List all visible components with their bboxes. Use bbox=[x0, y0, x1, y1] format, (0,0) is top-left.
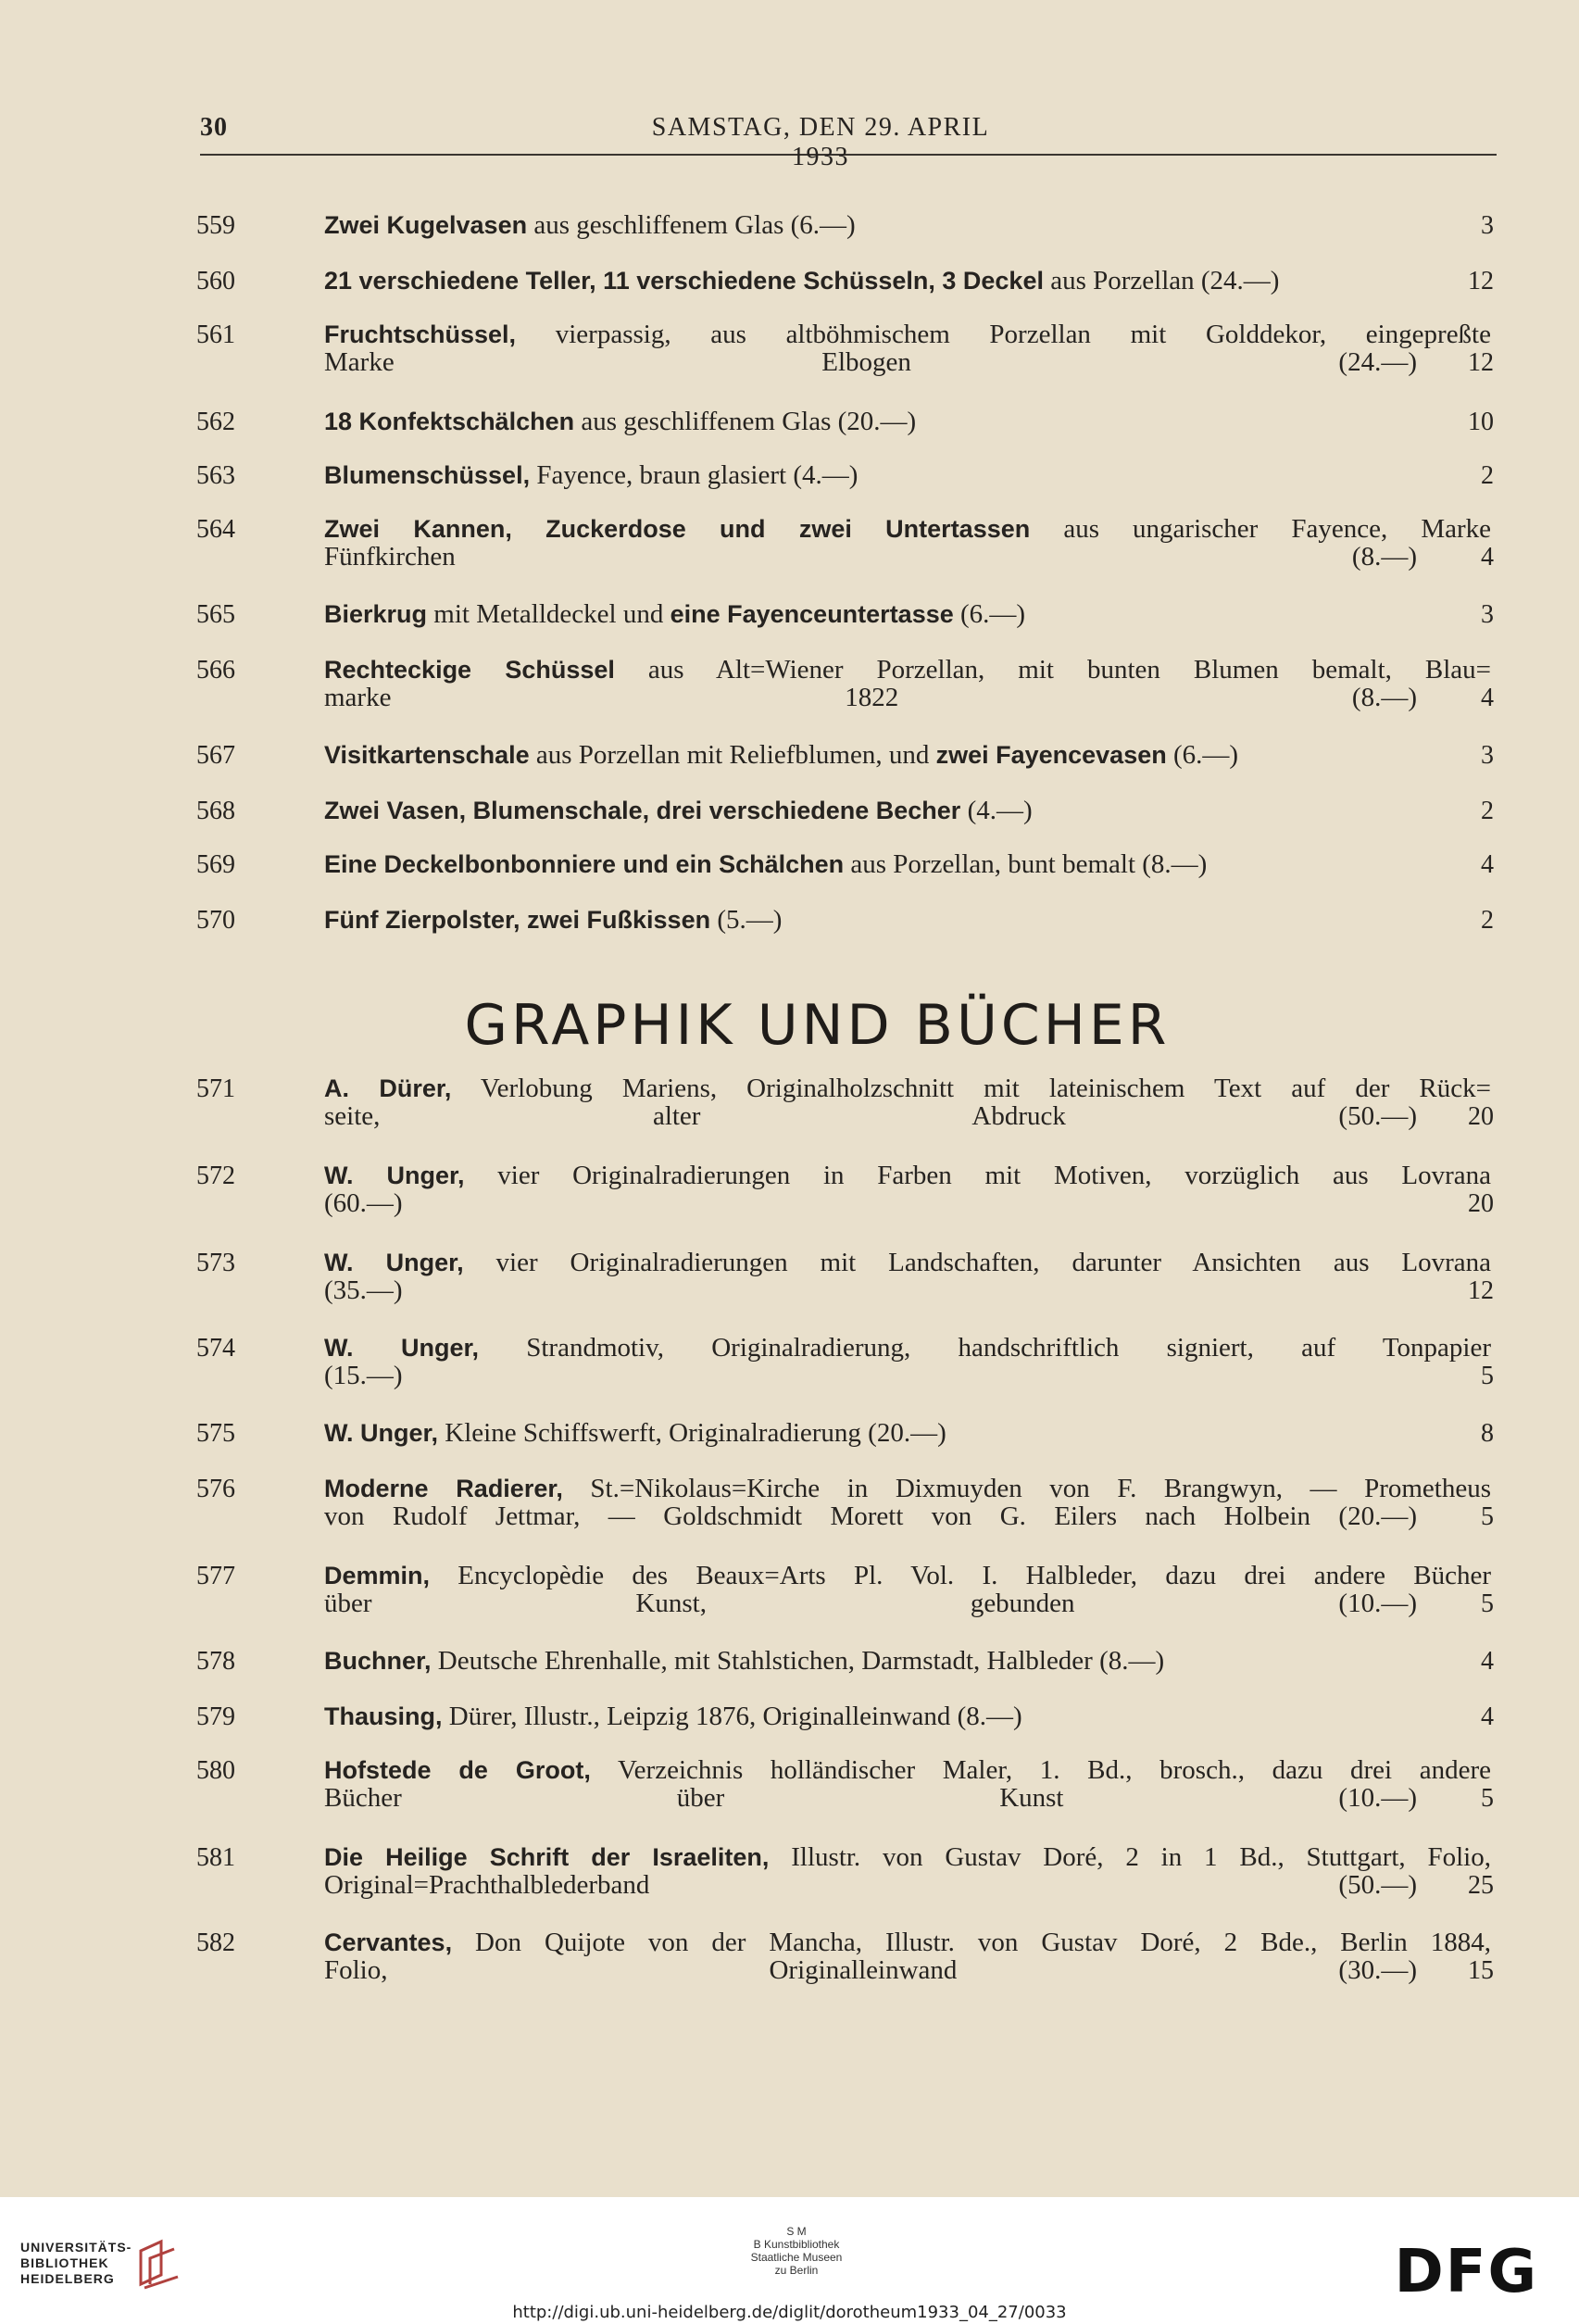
lot-text-secondary: (6.—) bbox=[953, 599, 1026, 629]
lot-title: W. Unger, bbox=[324, 1419, 439, 1447]
lot-text-continuation: Fünfkirchen (8.—) bbox=[324, 542, 1417, 572]
lot-number: 579 bbox=[196, 1702, 235, 1731]
lot-title: Blumenschüssel, bbox=[324, 461, 531, 489]
lot-description bbox=[324, 1702, 1491, 1730]
lot-number: 575 bbox=[196, 1419, 235, 1448]
lot-title: W. Unger, bbox=[324, 1334, 479, 1362]
lot-estimate: 3 bbox=[1481, 211, 1494, 240]
lot-number: 559 bbox=[196, 211, 235, 240]
lot-description bbox=[324, 1419, 1491, 1447]
lot-title: Buchner, bbox=[324, 1647, 432, 1675]
lot-text: Verlobung Mariens, Originalholzschnitt mit lateinischem Text auf der Rück= bbox=[451, 1074, 1491, 1103]
lot-number: 566 bbox=[196, 656, 235, 685]
lot-estimate: 3 bbox=[1481, 741, 1494, 770]
lot-text-continuation: marke 1822 (8.—) bbox=[324, 683, 1417, 712]
lot-text: Verzeichnis holländischer Maler, 1. Bd., brosch., dazu drei andere bbox=[590, 1755, 1492, 1785]
lot-number: 565 bbox=[196, 600, 235, 629]
lot-title: Die Heilige Schrift der Israeliten, bbox=[324, 1843, 770, 1871]
lot-title: Hofstede de Groot, bbox=[324, 1756, 591, 1784]
lot-text-continuation: (35.—) bbox=[324, 1275, 403, 1305]
dfg-logo: DFG bbox=[1394, 2238, 1538, 2306]
lot-text: Fayence, braun glasiert (4.—) bbox=[530, 460, 858, 490]
library-name-line-1: UNIVERSITÄTS- bbox=[20, 2240, 132, 2255]
lot-number: 573 bbox=[196, 1249, 235, 1277]
library-emblem-icon bbox=[133, 2238, 185, 2290]
section-heading: GRAPHIK UND BÜCHER bbox=[464, 993, 1171, 1058]
lot-estimate: 12 bbox=[1468, 267, 1494, 295]
lot-number: 568 bbox=[196, 797, 235, 825]
lot-text-continuation: (15.—) bbox=[324, 1361, 403, 1390]
lot-estimate: 5 bbox=[1481, 1784, 1494, 1813]
lot-text: vierpassig, aus altböhmischem Porzellan mit Golddekor, eingepreßte bbox=[516, 320, 1491, 349]
lot-number: 576 bbox=[196, 1475, 235, 1503]
lot-number: 578 bbox=[196, 1647, 235, 1676]
museum-stamp bbox=[741, 2225, 852, 2277]
lot-text: Deutsche Ehrenhalle, mit Stahlstichen, Darmstadt, Halbleder (8.—) bbox=[431, 1646, 1165, 1676]
lot-text: aus Porzellan mit Reliefblumen, und bbox=[529, 740, 936, 770]
lot-title: Bierkrug bbox=[324, 600, 428, 628]
lot-description bbox=[324, 1333, 1491, 1390]
lot-estimate: 25 bbox=[1468, 1871, 1494, 1900]
lot-title: 18 Konfektschälchen bbox=[324, 408, 575, 435]
lot-title: Rechteckige Schüssel bbox=[324, 656, 615, 684]
lot-text: (5.—) bbox=[710, 905, 783, 935]
lot-estimate: 5 bbox=[1481, 1362, 1494, 1390]
lot-title-secondary: eine Fayenceuntertasse bbox=[670, 600, 954, 628]
lot-description bbox=[324, 461, 1491, 489]
lot-description bbox=[324, 408, 1491, 435]
lot-estimate: 5 bbox=[1481, 1502, 1494, 1531]
lot-estimate: 2 bbox=[1481, 797, 1494, 825]
lot-estimate: 20 bbox=[1468, 1189, 1494, 1218]
lot-title: Zwei Vasen, Blumenschale, drei verschiedene Becher bbox=[324, 797, 961, 824]
lot-estimate: 5 bbox=[1481, 1589, 1494, 1618]
lot-title: Zwei Kugelvasen bbox=[324, 211, 528, 239]
lot-title: Demmin, bbox=[324, 1562, 431, 1589]
lot-text-continuation: über Kunst, gebunden (10.—) bbox=[324, 1589, 1417, 1618]
lot-number: 581 bbox=[196, 1843, 235, 1872]
lot-text: aus Porzellan, bunt bemalt (8.—) bbox=[844, 849, 1208, 879]
lot-text: Dürer, Illustr., Leipzig 1876, Originalleinwand (8.—) bbox=[442, 1702, 1022, 1731]
lot-estimate: 10 bbox=[1468, 408, 1494, 436]
lot-estimate: 2 bbox=[1481, 906, 1494, 935]
stamp-line-2: B Kunstbibliothek bbox=[753, 2238, 840, 2251]
lot-description bbox=[324, 1474, 1492, 1531]
lot-text: aus geschliffenem Glas (6.—) bbox=[527, 210, 856, 240]
lot-text: Encyclopèdie des Beaux=Arts Pl. Vol. I. Halbleder, dazu drei andere Bücher bbox=[430, 1561, 1491, 1590]
library-name-line-3: HEIDELBERG bbox=[20, 2271, 115, 2286]
lot-text-continuation: seite, alter Abdruck (50.—) bbox=[324, 1101, 1417, 1131]
library-logo bbox=[20, 2240, 132, 2287]
lot-text-continuation: Bücher über Kunst (10.—) bbox=[324, 1783, 1417, 1813]
lot-description bbox=[324, 741, 1491, 769]
lot-text: Don Quijote von der Mancha, Illustr. von Gustav Doré, 2 Bde., Berlin 1884, bbox=[452, 1928, 1491, 1957]
lot-text: Illustr. von Gustav Doré, 2 in 1 Bd., Stuttgart, Folio, bbox=[769, 1842, 1491, 1872]
stamp-line-4: zu Berlin bbox=[774, 2264, 819, 2277]
lot-estimate: 15 bbox=[1468, 1956, 1494, 1985]
lot-text-continuation: Marke Elbogen (24.—) bbox=[324, 347, 1417, 377]
lot-title: Eine Deckelbonbonniere und ein Schälchen bbox=[324, 850, 845, 878]
lot-text-continuation: Folio, Originalleinwand (30.—) bbox=[324, 1955, 1417, 1985]
lot-estimate: 4 bbox=[1481, 1647, 1494, 1676]
lot-estimate: 4 bbox=[1481, 684, 1494, 712]
library-name-line-2: BIBLIOTHEK bbox=[20, 2255, 109, 2270]
lot-text: Strandmotiv, Originalradierung, handschriftlich signiert, auf Tonpapier bbox=[479, 1333, 1491, 1363]
lot-estimate: 12 bbox=[1468, 1276, 1494, 1305]
stamp-line-3: Staatliche Museen bbox=[750, 2251, 843, 2264]
lot-number: 560 bbox=[196, 267, 235, 295]
lot-text-secondary: (6.—) bbox=[1166, 740, 1239, 770]
lot-text: aus Porzellan (24.—) bbox=[1043, 266, 1280, 295]
lot-description bbox=[324, 1647, 1491, 1675]
lot-text-continuation: von Rudolf Jettmar, — Goldschmidt Morett von G. Eilers nach Holbein (20.—) bbox=[324, 1501, 1417, 1531]
stamp-line-1: S M bbox=[786, 2225, 807, 2238]
lot-text: mit Metalldeckel und bbox=[427, 599, 670, 629]
lot-title: Visitkartenschale bbox=[324, 741, 530, 769]
lot-title: Cervantes, bbox=[324, 1928, 453, 1956]
page-header bbox=[200, 113, 1497, 171]
running-head: SAMSTAG, DEN 29. APRIL 1933 bbox=[651, 113, 990, 171]
lot-estimate: 4 bbox=[1481, 1702, 1494, 1731]
lot-description bbox=[324, 850, 1491, 878]
lot-number: 562 bbox=[196, 408, 235, 436]
lot-title: W. Unger, bbox=[324, 1162, 465, 1189]
lot-title: Fruchtschüssel, bbox=[324, 320, 517, 348]
lot-estimate: 4 bbox=[1481, 850, 1494, 879]
lot-description bbox=[324, 514, 1492, 572]
lot-title: 21 verschiedene Teller, 11 verschiedene Schüsseln, 3 Deckel bbox=[324, 267, 1044, 295]
source-url-link[interactable]: http://digi.ub.uni-heidelberg.de/diglit/dorotheum1933_04_27/0033 bbox=[512, 2303, 1067, 2322]
lot-title: Fünf Zierpolster, zwei Fußkissen bbox=[324, 906, 711, 934]
lot-title: A. Dürer, bbox=[324, 1074, 452, 1102]
page-number: 30 bbox=[200, 113, 228, 142]
lot-number: 577 bbox=[196, 1562, 235, 1590]
lot-estimate: 12 bbox=[1468, 348, 1494, 377]
lot-estimate: 3 bbox=[1481, 600, 1494, 629]
lot-text-continuation: (60.—) bbox=[324, 1188, 403, 1218]
lot-number: 563 bbox=[196, 461, 235, 490]
lot-estimate: 20 bbox=[1468, 1102, 1494, 1131]
lot-number: 571 bbox=[196, 1074, 235, 1103]
lot-text: aus Alt=Wiener Porzellan, mit bunten Blumen bemalt, Blau= bbox=[614, 655, 1491, 685]
lot-description bbox=[324, 655, 1491, 712]
lot-description bbox=[324, 600, 1491, 628]
lot-description bbox=[324, 267, 1491, 295]
lot-number: 574 bbox=[196, 1334, 235, 1363]
lot-estimate: 2 bbox=[1481, 461, 1494, 490]
lot-number: 561 bbox=[196, 320, 235, 349]
lot-number: 567 bbox=[196, 741, 235, 770]
lot-text: aus geschliffenem Glas (20.—) bbox=[574, 407, 917, 436]
lot-number: 572 bbox=[196, 1162, 235, 1190]
lot-text: vier Originalradierungen mit Landschaften, darunter Ansichten aus Lovrana bbox=[463, 1248, 1491, 1277]
lot-description bbox=[324, 211, 1491, 239]
lot-number: 570 bbox=[196, 906, 235, 935]
lot-title: Thausing, bbox=[324, 1702, 443, 1730]
lot-description bbox=[324, 1561, 1491, 1618]
lot-text: St.=Nikolaus=Kirche in Dixmuyden von F. Brangwyn, — Prometheus bbox=[562, 1474, 1492, 1503]
lot-estimate: 8 bbox=[1481, 1419, 1494, 1448]
digitization-footer bbox=[0, 2197, 1579, 2324]
lot-estimate: 4 bbox=[1481, 543, 1494, 572]
lot-text: aus ungarischer Fayence, Marke bbox=[1030, 514, 1492, 544]
lot-description bbox=[324, 906, 1491, 934]
lot-number: 580 bbox=[196, 1756, 235, 1785]
lot-number: 564 bbox=[196, 515, 235, 544]
lot-text: (4.—) bbox=[960, 796, 1033, 825]
lot-number: 582 bbox=[196, 1928, 235, 1957]
lot-text: vier Originalradierungen in Farben mit Motiven, vorzüglich aus Lovrana bbox=[464, 1161, 1491, 1190]
lot-title: W. Unger, bbox=[324, 1249, 464, 1276]
lot-title: Moderne Radierer, bbox=[324, 1475, 563, 1502]
lot-description bbox=[324, 797, 1491, 824]
lot-text-continuation: Original=Prachthalblederband (50.—) bbox=[324, 1870, 1417, 1900]
lot-title: Zwei Kannen, Zuckerdose und zwei Untertassen bbox=[324, 515, 1031, 543]
lot-description bbox=[324, 1755, 1492, 1813]
lot-title-secondary: zwei Fayencevasen bbox=[935, 741, 1167, 769]
lot-number: 569 bbox=[196, 850, 235, 879]
lot-text: Kleine Schiffswerft, Originalradierung (20.—) bbox=[438, 1418, 946, 1448]
